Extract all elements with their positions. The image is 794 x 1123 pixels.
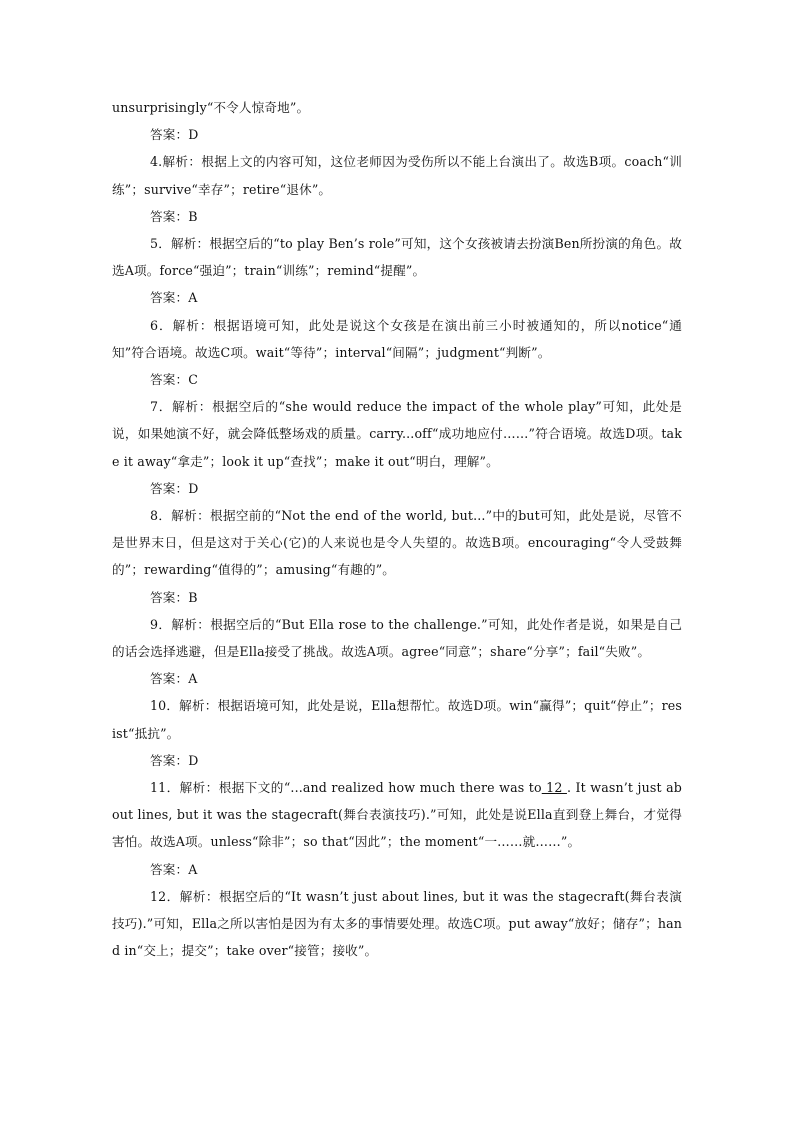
answer-10: 答案：D	[150, 752, 199, 768]
explanation-4: 4.解析：根据上文的内容可知，这位老师因为受伤所以不能上台演出了。故选B项。coach“训练”；survive“幸存”；retire“退休”。	[112, 154, 682, 197]
explanation-8: 8．解析：根据空前的“Not the end of the world, but...”中的but可知，此处是说，尽管不是世界末日，但是这对于关心(它)的人来说也是令人失望的。故选B项。encouraging“令人受鼓舞的”；rewarding“值得的”；amusing“有趣的”。	[112, 508, 682, 578]
intro-paragraph: unsurprisingly“不令人惊奇地”。	[112, 100, 310, 115]
answer-11: 答案：A	[150, 861, 198, 877]
answer-6: 答案：C	[150, 372, 199, 388]
explanation-7: 7．解析：根据空后的“she would reduce the impact of the whole play”可知，此处是说，如果她演不好，就会降低整场戏的质量。carry...off“成功地应付……”符合语境。故选D项。take it away“拿走”；look it up“查找”；make it out“明白，理解”。	[112, 399, 682, 469]
explanation-9: 9．解析：根据空后的“But Ella rose to the challenge.”可知，此处作者是说，如果是自己的话会选择逃避，但是Ella接受了挑战。故选A项。agree“同意”；share“分享”；fail“失败”。	[112, 616, 682, 660]
explanation-10: 10．解析：根据语境可知，此处是说，Ella想帮忙。故选D项。win“赢得”；quit“停止”；resist“抵抗”。	[112, 698, 682, 741]
answer-8: 答案：B	[150, 589, 198, 605]
explanation-11	[112, 774, 682, 856]
answer-9: 答案：A	[150, 671, 198, 687]
answer-7: 答案：D	[150, 480, 199, 496]
explanation-11-before: 11．解析：根据下文的“...and realized how much there was to	[150, 780, 542, 796]
answer-line: 答案：D	[150, 127, 199, 143]
explanation-6: 6．解析：根据语境可知，此处是说这个女孩是在演出前三小时被通知的，所以notice“通知”符合语境。故选C项。wait“等待”；interval“间隔”；judgment“判断”。	[112, 317, 682, 360]
answer-5: 答案：A	[150, 290, 198, 306]
blank-12: 12	[541, 780, 567, 796]
document-page	[112, 94, 682, 965]
explanation-12: 12．解析：根据空后的“It wasn’t just about lines, but it was the stagecraft(舞台表演技巧).”可知，Ella之所以害怕是因为有太多的事情要处理。故选C项。put away“放好；储存”；hand in“交上；提交”；take over“接管；接收”。	[112, 888, 682, 959]
explanation-11-after: . It wasn’t just about lines, but it was the stagecraft(舞台表演技巧).”可知，此处是说Ella直到登上舞台，才觉得害怕。故选A项。unless“除非”；so that“因此”；the moment“一……就……”。	[112, 780, 682, 850]
answer-4: 答案：B	[150, 208, 198, 224]
explanation-5: 5．解析：根据空后的“to play Ben’s role”可知，这个女孩被请去扮演Ben所扮演的角色。故选A项。force“强迫”；train“训练”；remind“提醒”。	[112, 236, 682, 279]
